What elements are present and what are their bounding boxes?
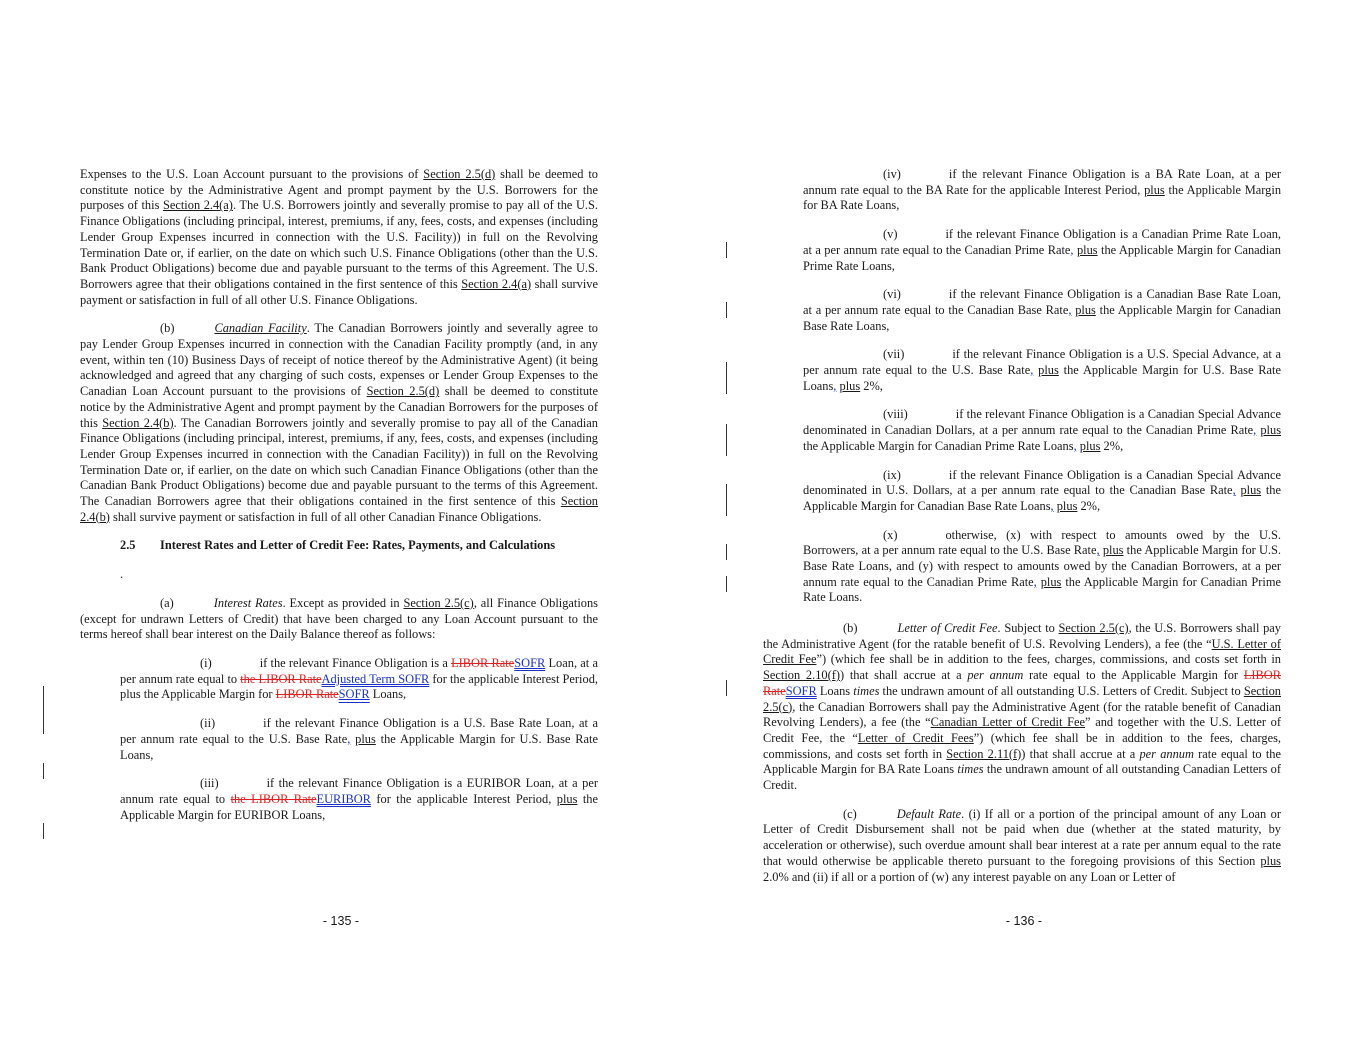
clause-title: Interest Rates <box>213 595 283 610</box>
clause-label: (b) <box>160 321 175 336</box>
inserted-text: , <box>1050 498 1054 513</box>
change-bar <box>726 424 727 456</box>
text: Loans, <box>369 687 407 702</box>
text: , all Finance Obligations (except for undrawn Letters of Credit) that have been charged to any Loan Account pursuant to the terms hereof shall bear interest on the Daily Balance thereof as follows: <box>80 595 598 642</box>
text: if the relevant Finance Obligation is a U.S. Special Advance, at a per annum rate equal to the U.S. Base Rate <box>803 347 1281 378</box>
text: if the relevant Finance Obligation is a EURIBOR Loan, at a per annum rate equal to <box>120 776 598 806</box>
text: ) that shall accrue at a <box>839 668 968 683</box>
item-iii <box>80 776 598 823</box>
item-label: (iii) <box>200 776 219 791</box>
section-ref: Section 2.4(a) <box>162 198 233 213</box>
text: shall survive payment or satisfaction in full of all other U.S. Finance Obligations. <box>80 276 598 307</box>
italic-term: times <box>853 683 880 698</box>
text: the Applicable Margin for Canadian Base Rate Loans, <box>803 302 1281 333</box>
deleted-text: LIBOR Rate <box>275 687 339 702</box>
italic-term: times <box>957 762 984 777</box>
text: if the relevant Finance Obligation is a U.S. Base Rate Loan, at a per annum rate equal to the U.S. Base Rate <box>120 716 598 746</box>
inserted-text: SOFR <box>514 655 546 670</box>
text: the Applicable Margin for Canadian Prime Rate Loans <box>803 438 1074 453</box>
inserted-text: SOFR <box>785 683 817 698</box>
change-bar <box>726 484 727 516</box>
item-label: (v) <box>883 227 898 242</box>
text: 2%, <box>1100 438 1124 453</box>
inserted-text: , <box>1030 363 1034 378</box>
inserted-text: , <box>833 378 837 393</box>
inserted-text: , <box>1253 423 1257 438</box>
text: if the relevant Finance Obligation is a Canadian Special Advance denominated in U.S. Dollars, at a per annum rate equal to the Canadian Base Rate <box>803 467 1281 498</box>
text: if the relevant Finance Obligation is a Canadian Prime Rate Loan, at a per annum rate equal to the Canadian Prime Rate <box>803 227 1281 257</box>
inserted-text: EURIBOR <box>316 791 371 806</box>
text: the Applicable Margin for EURIBOR Loans, <box>120 791 598 822</box>
inserted-text: , <box>1073 438 1077 453</box>
change-bar <box>43 823 44 839</box>
item-label: (vii) <box>883 347 905 362</box>
text: 2%, <box>1077 498 1101 513</box>
page-number: - 136 - <box>1005 914 1043 928</box>
paragraph-letter-of-credit-fee <box>763 621 1281 794</box>
right-column <box>763 167 1281 619</box>
plus-term: plus <box>556 791 578 806</box>
item-viii <box>763 407 1281 454</box>
text: shall be deemed to constitute notice by the Administrative Agent and prompt payment by the U.S. Borrowers for the purposes of this <box>80 167 598 213</box>
text: if the relevant Finance Obligation is a BA Rate Loan, at a per annum rate equal to the BA Rate for the applicable Interest Period, <box>803 167 1281 197</box>
defined-term: U.S. Letter of Credit Fee <box>763 636 1281 667</box>
text: , the Canadian Borrowers shall pay the Administrative Agent (for the ratable benefit of Canadian Revolving Lenders), a fee (the “ <box>763 699 1281 730</box>
text: 2%, <box>860 378 883 393</box>
text: . Subject to <box>997 621 1059 635</box>
item-v <box>763 227 1281 274</box>
text: ” and together with the U.S. Letter of Credit Fee, the “ <box>763 715 1281 745</box>
item-label: (ii) <box>200 716 216 731</box>
item-ii <box>80 716 598 763</box>
item-label: (ix) <box>883 467 901 482</box>
text: for the applicable Interest Period, <box>370 791 557 806</box>
section-ref: Section 2.4(a) <box>461 276 532 291</box>
text: . (i) If all or a portion of the principal amount of any Loan or Letter of Credit Disbursement shall not be paid when due (whether at the stated maturity, by acceleration or otherwise), such overdue amount shall bear interest at a rate per annum equal to the rate that would otherwise be applicable thereto pursuant to the foregoing provisions of this Section <box>763 806 1281 868</box>
right-column-lower <box>763 621 1281 885</box>
section-ref: Section 2.5(c) <box>403 595 474 610</box>
text: ) that shall accrue at a <box>1021 746 1140 761</box>
item-label: (vi) <box>883 287 901 302</box>
text: for the applicable Interest Period, plus the Applicable Margin for <box>120 671 598 702</box>
change-bar <box>726 544 727 560</box>
inserted-text: , <box>1232 483 1236 498</box>
text: ”) (which fee shall be in addition to the fees, charges, commissions, and costs set forth in <box>763 730 1281 761</box>
text: the undrawn amount of all outstanding Canadian Letters of Credit. <box>763 762 1281 793</box>
text: otherwise, (x) with respect to amounts owed by the U.S. Borrowers, at a per annum rate equal to the U.S. Base Rate <box>803 527 1281 558</box>
paragraph-interest-rates <box>80 596 598 643</box>
inserted-text: , <box>347 731 351 746</box>
left-column <box>80 167 598 823</box>
plus-term: plus <box>1079 438 1101 453</box>
text: the undrawn amount of all outstanding U.S. Letters of Credit. Subject to <box>879 683 1244 698</box>
clause-title: Canadian Facility <box>214 321 307 336</box>
item-label: (viii) <box>883 407 908 422</box>
text: Loan, at a per annum rate equal to <box>120 655 598 686</box>
plus-term: plus <box>1056 498 1078 513</box>
paragraph-canadian-facility <box>80 321 598 525</box>
text: . The Canadian Borrowers jointly and severally promise to pay all of the Canadian Finance Obligations (including principal, interest, premiums, if any, fees, costs, and expenses (including Lender Group Expenses incurred in connection with the Canadian Facility)) in full on the Revolving Termination Date or, if earlier, on the date on which such Canadian Finance Obligations (other than the Canadian Bank Product Obligations) become due and payable pursuant to the terms of this Agreement. The Canadian Borrowers agree that their obligations contained in the first sentence of this <box>80 415 598 509</box>
item-x <box>763 528 1281 607</box>
text: rate equal to the Applicable Margin for <box>1023 668 1244 683</box>
text: the Applicable Margin for BA Rate Loans, <box>803 182 1282 213</box>
plus-term: plus <box>1260 423 1282 438</box>
clause-label: (c) <box>843 806 857 821</box>
item-iv <box>763 167 1281 214</box>
item-ix <box>763 468 1281 515</box>
plus-term: plus <box>1076 242 1098 257</box>
deleted-text: the LIBOR Rate <box>240 671 322 686</box>
clause-title: Letter of Credit Fee <box>897 621 998 635</box>
section-title: Interest Rates and Letter of Credit Fee: Rates, Payments, and Calculations <box>160 538 556 553</box>
item-vii <box>763 347 1281 394</box>
plus-term: plus <box>839 378 861 393</box>
item-label: (iv) <box>883 167 901 181</box>
section-heading-2-5 <box>80 538 598 554</box>
section-ref: Section 2.10(f) <box>763 668 840 683</box>
section-number: 2.5 <box>120 538 136 553</box>
section-ref: Section 2.5(d) <box>366 384 440 399</box>
section-ref: Section 2.5(d) <box>423 167 496 181</box>
deleted-text: the LIBOR Rate <box>230 791 317 806</box>
plus-term: plus <box>1260 853 1281 868</box>
italic-term: per annum <box>1139 746 1194 761</box>
section-ref: Section 2.4(b) <box>102 415 174 430</box>
text: shall survive payment or satisfaction in full of all other Canadian Finance Obligations. <box>109 509 542 524</box>
change-bar <box>726 576 727 592</box>
plus-term: plus <box>1038 363 1059 378</box>
plus-term: plus <box>1144 182 1165 197</box>
change-bar <box>726 680 727 696</box>
plus-term: plus <box>1040 574 1062 589</box>
page-number: - 135 - <box>322 914 360 928</box>
text: the Applicable Margin for U.S. Base Rate Loans, and (y) with respect to amounts owed by the Canadian Borrowers, at a per annum rate equal to the Canadian Prime Rate <box>803 543 1281 589</box>
inserted-text: , <box>1096 543 1100 558</box>
item-i <box>80 656 598 703</box>
paragraph-us-expenses <box>80 167 598 308</box>
text: ”) (which fee shall be in addition to the fees, charges, commissions, and costs set forth in <box>816 652 1281 667</box>
text: the Applicable Margin for U.S. Base Rate Loans <box>803 363 1281 393</box>
inserted-text: SOFR <box>338 687 370 702</box>
text: . Except as provided in <box>282 595 404 610</box>
deleted-text: LIBOR Rate <box>763 668 1281 698</box>
inserted-text: , <box>1070 242 1074 257</box>
stray-period: . <box>120 567 124 582</box>
change-bar <box>43 686 44 734</box>
item-vi <box>763 287 1281 334</box>
text: the Applicable Margin for Canadian Base Rate Loans <box>803 483 1281 513</box>
clause-title: Default Rate <box>896 806 962 821</box>
item-label: (i) <box>200 655 212 670</box>
defined-term: Canadian Letter of Credit Fee <box>930 715 1085 730</box>
section-ref: Section 2.4(b) <box>80 494 598 524</box>
text: if the relevant Finance Obligation is a <box>259 655 452 670</box>
change-bar <box>726 242 727 258</box>
clause-label: (b) <box>843 621 858 635</box>
item-label: (x) <box>883 527 898 542</box>
plus-term: plus <box>1240 483 1262 498</box>
deleted-text: LIBOR Rate <box>451 655 515 670</box>
text: shall be deemed to constitute notice by the Administrative Agent and prompt payment by the Canadian Borrowers for the purposes of this <box>80 384 598 430</box>
change-bar <box>726 302 727 318</box>
text: . The Canadian Borrowers jointly and severally agree to pay Lender Group Expenses incurred in connection with the Canadian Facility promptly (and, in any event, within ten (10) Business Days of receipt of notice thereof by the Administrative Agent) (it being acknowledged and agreed that any charging of such costs, expenses or Lender Group Expenses to the Canadian Loan Account pursuant to the provisions of <box>80 321 598 399</box>
section-ref: Section 2.5(c) <box>1058 621 1129 635</box>
italic-term: per annum <box>967 668 1024 683</box>
text: , the U.S. Borrowers shall pay the Administrative Agent (for the ratable benefit of U.S. Revolving Lenders), a fee (the “ <box>763 621 1281 651</box>
inserted-text: , <box>1068 302 1072 317</box>
text: Expenses to the U.S. Loan Account pursuant to the provisions of <box>80 167 424 181</box>
section-ref: Section 2.5(c) <box>763 683 1281 714</box>
inserted-text: Adjusted Term SOFR <box>321 671 430 686</box>
plus-term: plus <box>355 731 376 746</box>
text: . The U.S. Borrowers jointly and severally promise to pay all of the U.S. Finance Obligations (including principal, interest, premiums, if any, fees, costs, and expenses (including Lender Group Expenses incurred in connection with the U.S. Facility)) in full on the Revolving Termination Date or, if earlier, on the date on which such U.S. Finance Obligations (other than the U.S. Bank Product Obligations) become due and payable pursuant to the terms of this Agreement. The U.S. Borrowers agree that their obligations contained in the first sentence of this <box>80 198 598 291</box>
text: 2.0% and (ii) if all or a portion of (w) any interest payable on any Loan or Letter of <box>763 869 1176 884</box>
plus-term: plus <box>1075 302 1096 317</box>
clause-label: (a) <box>160 595 174 610</box>
change-bar <box>43 763 44 779</box>
text: if the relevant Finance Obligation is a Canadian Base Rate Loan, at a per annum rate equal to the Canadian Base Rate <box>803 287 1281 317</box>
inserted-text: , <box>1033 574 1037 589</box>
text: the Applicable Margin for U.S. Base Rate Loans, <box>120 731 598 762</box>
text: if the relevant Finance Obligation is a Canadian Special Advance denominated in Canadian Dollars, at a per annum rate equal to the Canadian Prime Rate <box>803 407 1281 438</box>
text: the Applicable Margin for Canadian Prime Rate Loans, <box>803 242 1281 273</box>
text: Loans <box>816 683 854 698</box>
change-bar <box>726 362 727 394</box>
section-ref: Section 2.11(f) <box>946 746 1022 761</box>
text: rate equal to the Applicable Margin for BA Rate Loans <box>763 746 1281 777</box>
page-136 <box>683 0 1365 1055</box>
plus-term: plus <box>1102 543 1124 558</box>
page-135 <box>0 0 682 1055</box>
defined-term: Letter of Credit Fees <box>857 730 974 745</box>
paragraph-default-rate <box>763 807 1281 886</box>
text: the Applicable Margin for Canadian Prime Rate Loans. <box>803 574 1281 605</box>
